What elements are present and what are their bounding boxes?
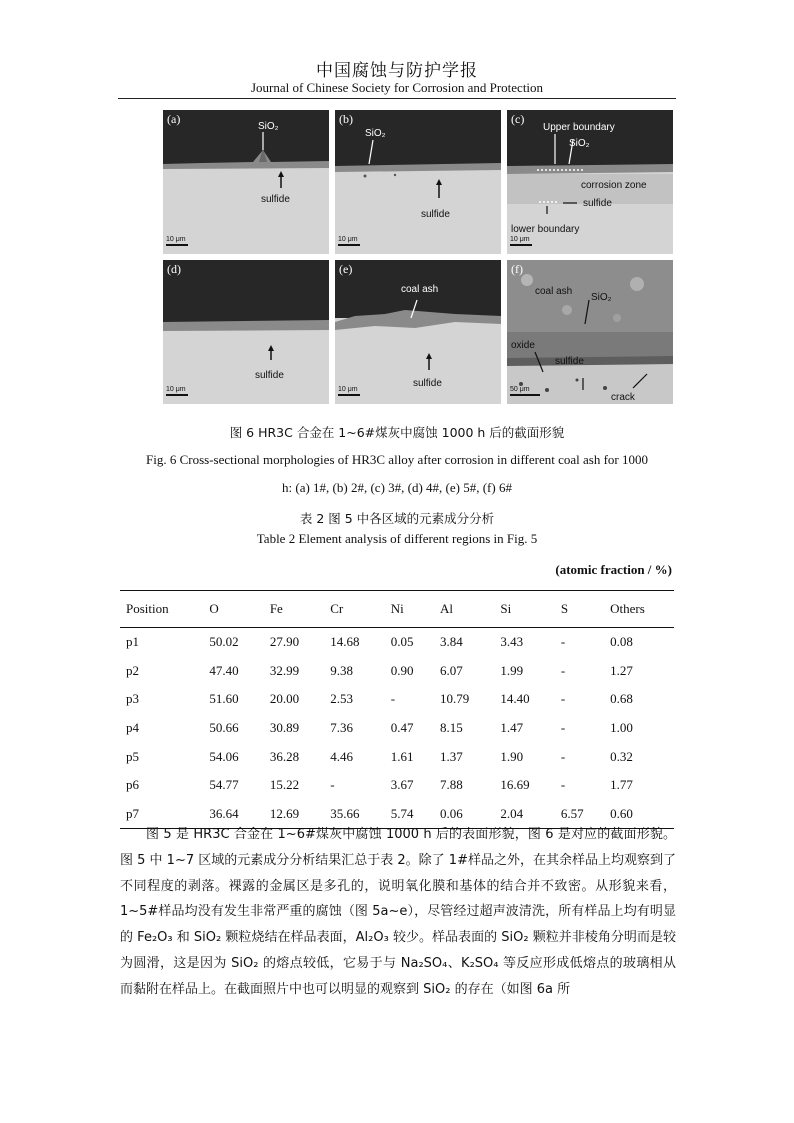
table-cell: 35.66 (324, 800, 384, 829)
table-cell: 30.89 (269, 720, 300, 736)
table-row (120, 714, 674, 743)
panel-f (507, 260, 673, 404)
table-cell: 3.84 (439, 634, 463, 650)
panel-label: lower boundary (511, 224, 580, 235)
table-cell: 1.90 (500, 748, 524, 764)
table-cell: 6.07 (439, 662, 463, 678)
table-cell: 47.40 (209, 662, 239, 678)
table-cell: 54.06 (209, 748, 239, 764)
table-cell: 10.79 (439, 691, 470, 707)
table-cell: 14.40 (500, 691, 530, 707)
element-table (120, 590, 674, 829)
table-row (120, 685, 674, 714)
table-cell: 0.06 (434, 800, 494, 829)
table-cell: 4.46 (330, 748, 353, 764)
paragraph: 图 5 是 HR3C 合金在 1~6#煤灰中腐蚀 1000 h 后的表面形貌，图 6 是对应的截面形貌。图 5 中 1~7 区域的元素成分分析结果汇总于表 2。除了 1#样品之外，在其余样品上均观察到了不同程度的剥落。裸露的金属区是多孔的，说明氧化膜和基体的结合并不致密。从形貌来看，1~5#样品均没有发生非常严重的腐蚀（图 5a~e），尽管经过超声波清洗，所有样品上均有明显的 Fe₂O₃ 和 SiO₂ 颗粒烧结在样品表面，Al₂O₃ 较少。样品表面的 SiO₂ 颗粒并非棱角分明而是较为圆滑，这是因为 SiO₂ 的熔点较低，它易于与 Na₂SO₄、K₂SO₄ 等反应形成低熔点的玻璃相从而黏附在样品上。在截面照片中也可以明显的观察到 SiO₂ 的存在（如图 6a 所 (120, 827, 676, 997)
panel-label: crack (611, 392, 635, 403)
panel-label: coal ash (535, 286, 573, 297)
panel-label: oxide (511, 340, 535, 351)
row-position: p5 (126, 748, 139, 764)
panel-label: SiO₂ (569, 138, 590, 149)
panel-label: sulfide (555, 356, 584, 367)
table-cell: 2.04 (494, 800, 554, 829)
table-cell: 0.47 (390, 720, 414, 736)
table-cell: 3.67 (390, 777, 414, 793)
table-cell: 0.08 (610, 634, 633, 650)
table-cell: 14.68 (330, 634, 360, 650)
table-cell: - (560, 634, 566, 650)
panel-label: SiO₂ (591, 292, 612, 303)
row-position: p1 (126, 634, 139, 650)
table-row (120, 742, 674, 771)
panel-letter: (c) (511, 112, 525, 126)
col-header: Others (604, 591, 674, 628)
panel-letter: (b) (339, 112, 353, 126)
table-row (120, 771, 674, 800)
table-cell: 2.53 (330, 691, 353, 707)
table-cell: - (560, 748, 566, 764)
journal-title-cn: 中国腐蚀与防护学报 (316, 61, 478, 81)
scale-bar-label: 10 μm (166, 386, 186, 393)
panel-e (335, 260, 501, 404)
col-header: Cr (324, 591, 384, 628)
figure-caption-en-line1: Fig. 6 Cross-sectional morphologies of HR3C alloy after corrosion in different coal ash for 1000 (146, 452, 648, 467)
panel-d (163, 260, 329, 404)
table-cell: 50.02 (209, 634, 239, 650)
col-header: Ni (385, 591, 434, 628)
col-header: O (203, 591, 263, 628)
table-cell: 9.38 (330, 662, 353, 678)
table-cell: 1.27 (610, 662, 633, 678)
col-header: Si (494, 591, 554, 628)
table-cell: 3.43 (500, 634, 524, 650)
figure-caption-cn: 图 6 HR3C 合金在 1~6#煤灰中腐蚀 1000 h 后的截面形貌 (229, 425, 565, 440)
table-cell: - (560, 662, 566, 678)
journal-title-en: Journal of Chinese Society for Corrosion and Protection (250, 80, 544, 95)
row-position: p3 (126, 691, 139, 707)
panel-label: corrosion zone (581, 180, 647, 191)
table-cell: 0.32 (610, 748, 633, 764)
table-cell: 36.64 (203, 800, 263, 829)
panel-label: sulfide (421, 209, 450, 220)
body-text (120, 822, 676, 1003)
table-cell: 0.90 (390, 662, 414, 678)
table-unit: (atomic fraction / %) (555, 562, 672, 577)
table-cell: 27.90 (269, 634, 300, 650)
table-cell: 1.77 (610, 777, 633, 793)
table-cell: - (560, 777, 566, 793)
table-cell: 54.77 (209, 777, 239, 793)
table-cell: 8.15 (439, 720, 463, 736)
table-cell: - (560, 691, 566, 707)
table-cell: - (330, 777, 335, 793)
table-cell: 5.74 (385, 800, 434, 829)
table-cell: 0.05 (390, 634, 414, 650)
panel-label: coal ash (401, 284, 439, 295)
table-cell: 0.60 (604, 800, 674, 829)
panel-label: Upper boundary (543, 122, 615, 133)
table-cell: 1.37 (439, 748, 463, 764)
table-title-cn: 表 2 图 5 中各区域的元素成分分析 (299, 511, 495, 526)
panel-letter: (e) (339, 262, 353, 276)
row-position: p6 (126, 777, 139, 793)
panel-a (163, 110, 329, 254)
col-header: S (555, 591, 604, 628)
col-header: Al (434, 591, 494, 628)
figure-6 (163, 110, 673, 404)
table-cell: 0.68 (610, 691, 633, 707)
table-cell: 1.47 (500, 720, 524, 736)
table-row (120, 657, 674, 686)
scale-bar-label: 10 μm (338, 236, 358, 243)
panel-letter: (d) (167, 262, 181, 276)
table-cell: - (390, 691, 396, 707)
panel-label: sulfide (413, 378, 442, 389)
table-cell: 12.69 (264, 800, 324, 829)
panel-label: SiO₂ (258, 121, 279, 132)
table-cell: 32.99 (269, 662, 300, 678)
scale-bar-label: 10 μm (166, 236, 186, 243)
table-cell: 7.36 (330, 720, 353, 736)
table-header-row (120, 591, 674, 628)
table-cell: 6.57 (555, 800, 604, 829)
row-position: p7 (120, 800, 203, 829)
table-cell: 1.99 (500, 662, 524, 678)
table-cell: 7.88 (439, 777, 463, 793)
panel-label: sulfide (255, 370, 284, 381)
table-row (120, 628, 674, 657)
col-header: Position (120, 591, 203, 628)
scale-bar-label: 10 μm (338, 386, 358, 393)
figure-caption-en-line2: h: (a) 1#, (b) 2#, (c) 3#, (d) 4#, (e) 5#, (f) 6# (282, 480, 512, 495)
panel-c (507, 110, 673, 254)
panel-b (335, 110, 501, 254)
table-cell: 51.60 (209, 691, 239, 707)
header-rule (118, 98, 676, 99)
row-position: p4 (126, 720, 139, 736)
table-title-en: Table 2 Element analysis of different regions in Fig. 5 (256, 531, 538, 546)
panel-letter: (f) (511, 262, 523, 276)
row-position: p2 (126, 662, 139, 678)
table-cell: 16.69 (500, 777, 530, 793)
scale-bar-label: 10 μm (510, 236, 530, 243)
table-cell: 50.66 (209, 720, 239, 736)
panel-label: sulfide (261, 194, 290, 205)
table-cell: 1.61 (390, 748, 414, 764)
panel-label: sulfide (583, 198, 612, 209)
table-cell: 1.00 (610, 720, 633, 736)
table-cell: 15.22 (269, 777, 300, 793)
table-cell: 36.28 (269, 748, 300, 764)
panel-label: SiO₂ (365, 128, 386, 139)
table-cell: 20.00 (269, 691, 300, 707)
col-header: Fe (264, 591, 324, 628)
panel-letter: (a) (167, 112, 181, 126)
scale-bar-label: 50 μm (510, 386, 530, 393)
table-cell: - (560, 720, 566, 736)
